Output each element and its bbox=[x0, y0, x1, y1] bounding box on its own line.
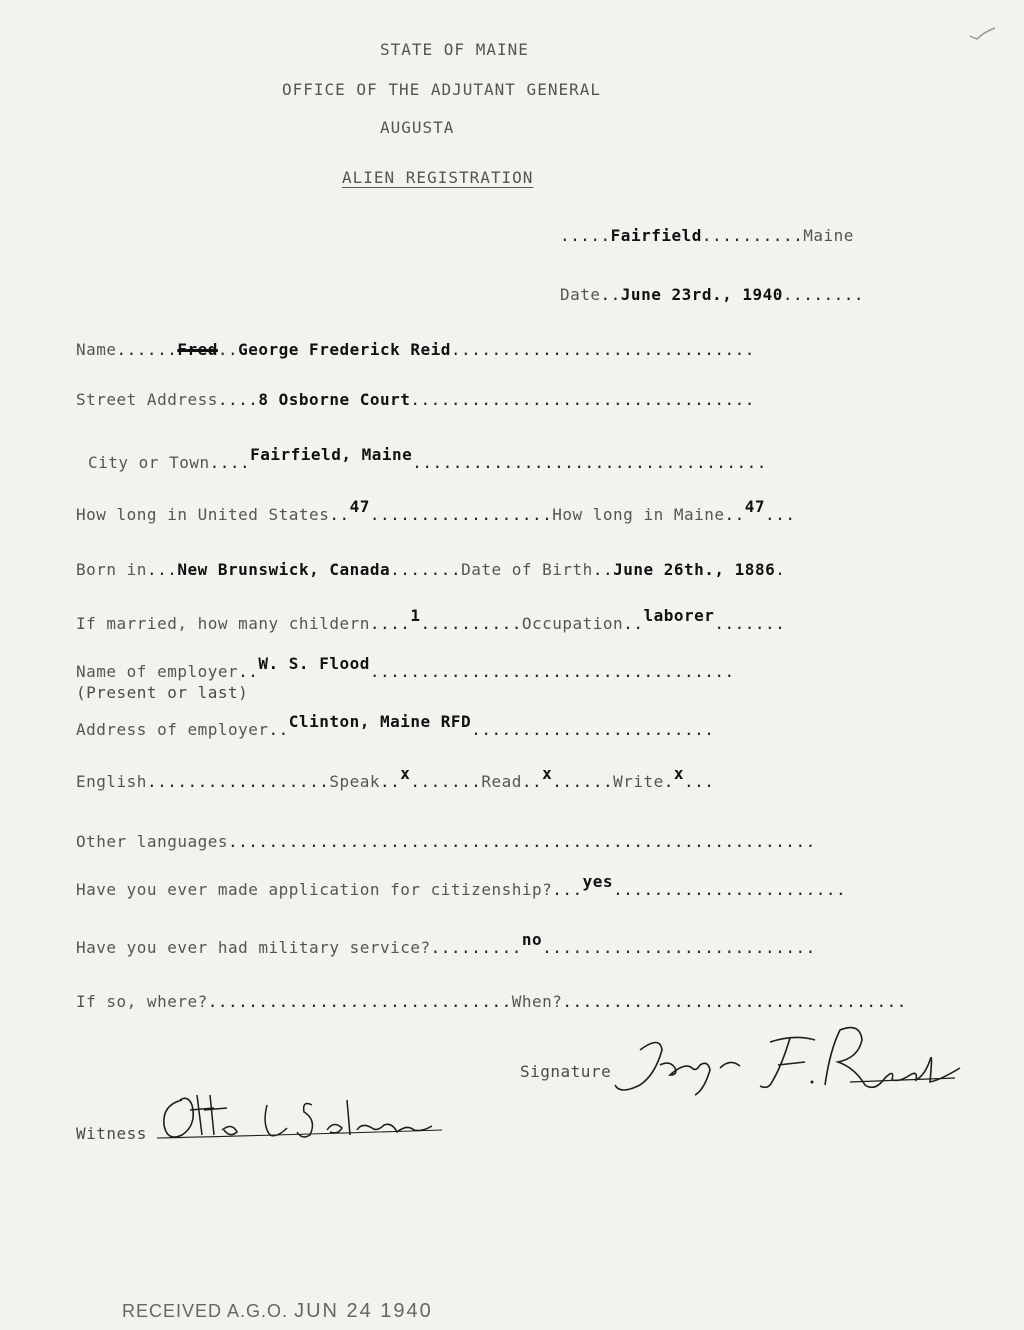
years-maine-label: How long in Maine bbox=[552, 505, 725, 524]
date-value: June 23rd., 1940 bbox=[620, 285, 783, 304]
city-line: City or Town....Fairfield, Maine................................... bbox=[88, 445, 767, 472]
military-value: no bbox=[521, 930, 543, 949]
office-heading: OFFICE OF THE ADJUTANT GENERAL bbox=[282, 80, 601, 99]
children-line: If married, how many childern....1..........Occupation..laborer....... bbox=[76, 606, 786, 633]
speak-value: x bbox=[400, 764, 411, 783]
when-label: When? bbox=[511, 992, 563, 1011]
street-line: Street Address....8 Osborne Court.................................. bbox=[76, 390, 755, 409]
city-value: Fairfield, Maine bbox=[250, 445, 413, 464]
citizenship-label: Have you ever made application for citizenship? bbox=[76, 880, 553, 899]
occupation-value: laborer bbox=[643, 606, 715, 625]
street-label: Street Address bbox=[76, 390, 218, 409]
years-us-label: How long in United States bbox=[76, 505, 330, 524]
born-label: Born in bbox=[76, 560, 147, 579]
citizenship-line: Have you ever made application for citizenship?...yes....................... bbox=[76, 872, 847, 899]
where-label: If so, where? bbox=[76, 992, 208, 1011]
children-label: If married, how many childern bbox=[76, 614, 370, 633]
state-heading: STATE OF MAINE bbox=[380, 40, 529, 59]
name-label: Name bbox=[76, 340, 117, 359]
city-heading: AUGUSTA bbox=[380, 118, 455, 137]
write-value: x bbox=[673, 764, 685, 783]
employer-address-value: Clinton, Maine RFD bbox=[288, 712, 472, 731]
employer-address-label: Address of employer bbox=[76, 720, 269, 739]
employer-sublabel: (Present or last) bbox=[76, 683, 249, 702]
read-value: x bbox=[542, 764, 553, 783]
date-label: Date bbox=[560, 285, 601, 304]
birth-date-value: June 26th., 1886 bbox=[613, 560, 776, 579]
checkmark-icon bbox=[968, 26, 996, 40]
english-label: English bbox=[76, 772, 147, 791]
stamp-date: JUN 24 1940 bbox=[294, 1300, 433, 1322]
write-label: Write bbox=[613, 772, 664, 791]
street-value: 8 Osborne Court bbox=[258, 390, 411, 409]
birth-line: Born in...New Brunswick, Canada.......Date of Birth..June 26th., 1886. bbox=[76, 560, 786, 579]
place-line: .....Fairfield..........Maine bbox=[560, 226, 854, 245]
signature-handwriting bbox=[600, 1020, 970, 1110]
military-label: Have you ever had military service? bbox=[76, 938, 431, 957]
other-languages-line: Other languages.......................................................... bbox=[76, 832, 816, 851]
employer-value: W. S. Flood bbox=[258, 654, 370, 673]
place-town: Fairfield bbox=[610, 226, 702, 245]
form-title: ALIEN REGISTRATION bbox=[342, 168, 534, 187]
received-stamp bbox=[122, 1300, 433, 1323]
years-maine-value: 47 bbox=[744, 497, 766, 516]
born-value: New Brunswick, Canada bbox=[177, 560, 391, 579]
years-line: How long in United States..47..................How long in Maine..47... bbox=[76, 497, 796, 524]
children-value: 1 bbox=[410, 606, 421, 625]
stamp-prefix: RECEIVED A.G.O. bbox=[122, 1301, 289, 1321]
citizenship-value: yes bbox=[582, 872, 614, 891]
witness-label: Witness bbox=[76, 1124, 147, 1143]
speak-label: Speak bbox=[329, 772, 380, 791]
place-state: Maine bbox=[803, 226, 854, 245]
years-us-value: 47 bbox=[349, 497, 370, 516]
employer-line: Name of employer..W. S. Flood.................................... bbox=[76, 654, 735, 681]
name-struck: Fred bbox=[177, 340, 218, 359]
occupation-label: Occupation bbox=[521, 614, 624, 633]
signature-label: Signature bbox=[520, 1062, 612, 1081]
name-value: George Frederick Reid bbox=[238, 340, 451, 359]
employer-address-line: Address of employer..Clinton, Maine RFD........................ bbox=[76, 712, 715, 739]
other-languages-label: Other languages bbox=[76, 832, 228, 851]
english-line: English..................Speak..x.......Read..x......Write.x... bbox=[76, 764, 715, 791]
read-label: Read bbox=[481, 772, 522, 791]
military-line: Have you ever had military service?.........no........................... bbox=[76, 930, 816, 957]
birth-date-label: Date of Birth bbox=[461, 560, 593, 579]
date-line: Date..June 23rd., 1940........ bbox=[560, 285, 864, 304]
name-line: Name......Fred..George Frederick Reid.............................. bbox=[76, 340, 755, 359]
where-line: If so, where?..............................When?.................................. bbox=[76, 992, 907, 1011]
city-label: City or Town bbox=[88, 453, 210, 472]
witness-handwriting bbox=[152, 1080, 452, 1150]
employer-label: Name of employer bbox=[76, 662, 239, 681]
